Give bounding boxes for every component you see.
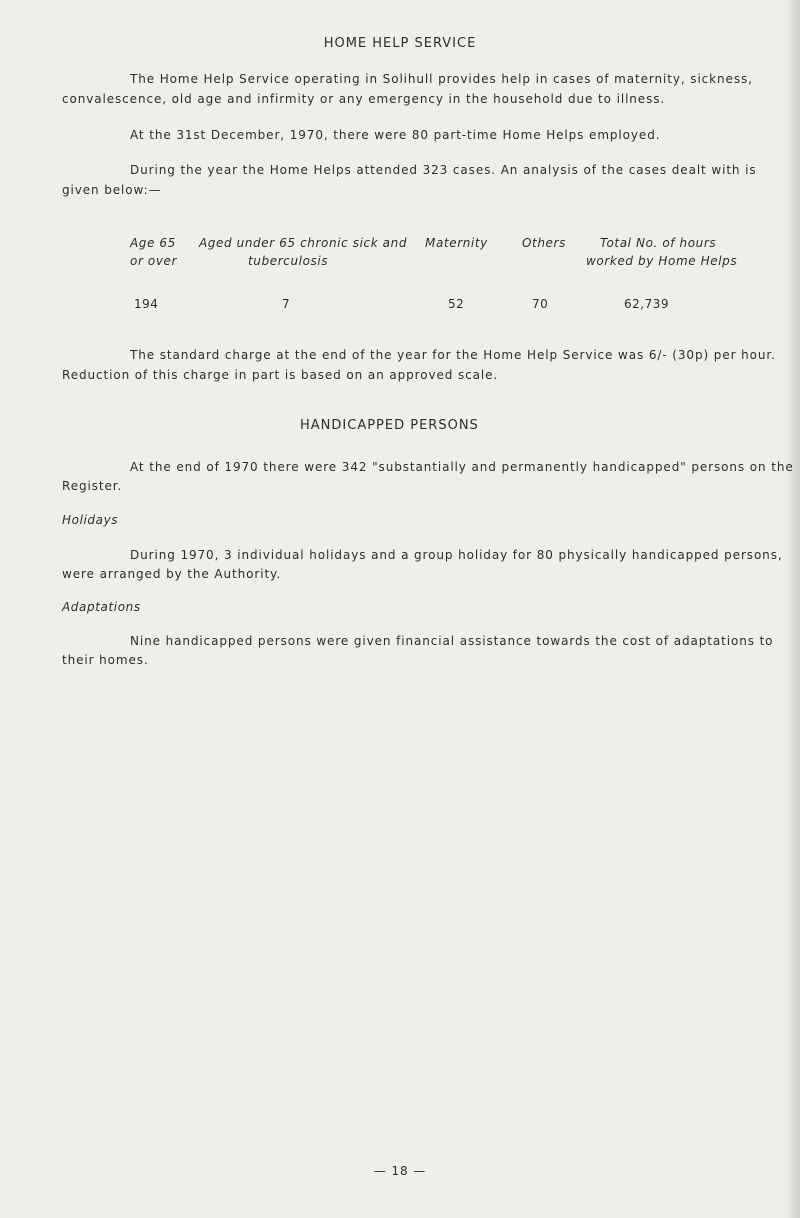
holidays-line-1: During 1970, 3 individual holidays and a group holiday for 80 physically handicapped persons, [130,548,783,562]
staff-sentence: At the 31st December, 1970, there were 80 part-time Home Helps employed. [130,128,661,142]
table-value-maternity: 52 [448,297,465,311]
intro-line-1: The Home Help Service operating in Solihull provides help in cases of maternity, sickness, [130,72,753,86]
holidays-subheading: Holidays [62,513,119,527]
adaptations-subheading: Adaptations [62,600,141,614]
table-value-total-hours: 62,739 [624,297,669,311]
register-line-2: Register. [62,479,123,493]
analysis-line-1: During the year the Home Helps attended 323 cases. An analysis of the cases dealt with is [130,163,757,177]
table-header-chronic-line2: tuberculosis [248,254,329,268]
table-header-total-line1: Total No. of hours [600,236,717,250]
table-header-total-line2: worked by Home Helps [586,254,738,268]
table-header-age65-line2: or over [130,254,178,268]
charge-line-1: The standard charge at the end of the year for the Home Help Service was 6/- (30p) per hour. [130,348,776,362]
table-header-age65-line1: Age 65 [130,236,176,250]
register-line-1: At the end of 1970 there were 342 "substantially and permanently handicapped" persons on the [130,460,794,474]
handicapped-heading: HANDICAPPED PERSONS [300,418,479,433]
analysis-line-2: given below:— [62,183,162,197]
adaptations-line-2: their homes. [62,653,149,667]
table-header-chronic-line1: Aged under 65 chronic sick and [199,236,408,250]
table-header-others: Others [522,236,566,250]
holidays-line-2: were arranged by the Authority. [62,567,282,581]
page-title: HOME HELP SERVICE [323,36,477,51]
page-number: — 18 — [373,1164,427,1178]
intro-line-2: convalescence, old age and infirmity or any emergency in the household due to illness. [62,92,666,106]
charge-line-2: Reduction of this charge in part is based on an approved scale. [62,368,499,382]
table-value-age65: 194 [134,297,159,311]
adaptations-line-1: Nine handicapped persons were given financial assistance towards the cost of adaptations to [130,634,774,648]
table-value-others: 70 [532,297,549,311]
table-header-maternity: Maternity [425,236,488,250]
table-value-chronic: 7 [282,297,291,311]
page-edge-shadow [786,0,800,1218]
